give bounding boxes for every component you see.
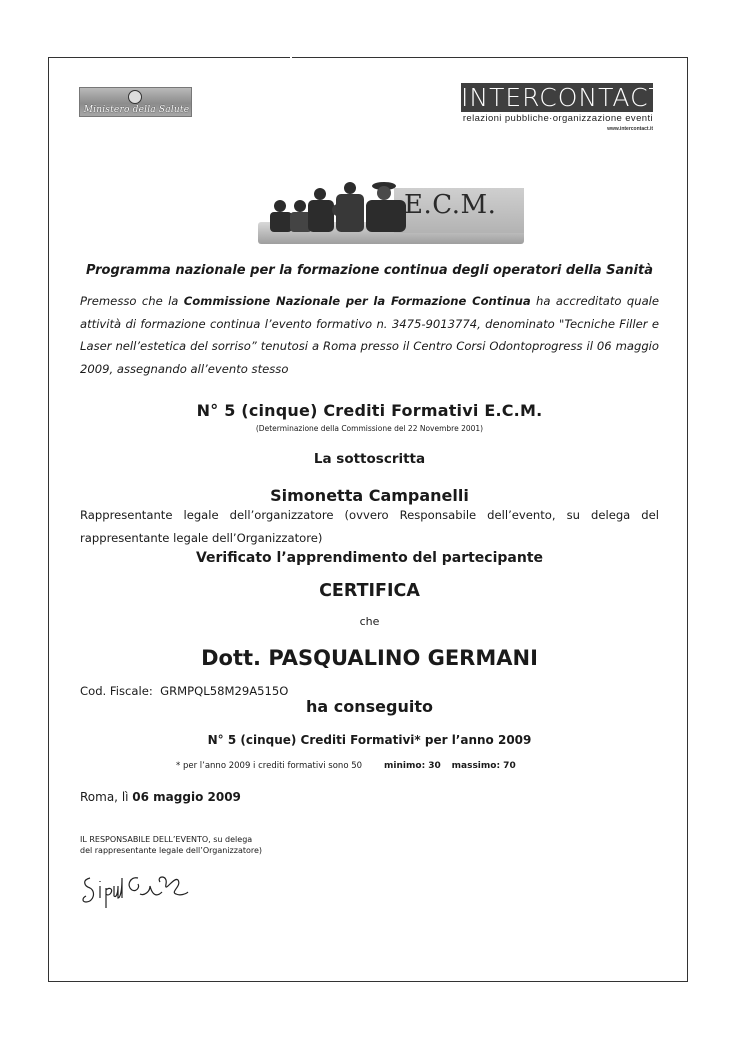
tax-code xyxy=(80,684,288,698)
border-gap xyxy=(290,53,292,61)
responsible-line-2: del rappresentante legale dell’Organizzatore) xyxy=(80,845,263,855)
signatory-role: Rappresentante legale dell’organizzatore (ovvero Responsabile dell’evento, su delega del rappresentante legale dell’Organizzatore) xyxy=(80,508,659,545)
tax-code-label: Cod. Fiscale: xyxy=(80,684,153,698)
certifies-heading: CERTIFICA xyxy=(319,581,420,601)
credits-min: minimo: 30 xyxy=(384,761,441,771)
intercontact-logo: INTERCONTACT xyxy=(461,83,665,112)
intro-part2: ha accreditato quale attività di formazione continua l’evento formativo n. 3475-9013774, denominato "Tecniche Filler e Laser nell’estetica del sorriso” tenutosi a Roma presso il Centro Corsi Odontoprogress il 06 maggio 2009, assegnando all’evento stesso xyxy=(80,294,660,376)
place: Roma, lì xyxy=(80,790,133,804)
ecm-banner-text: E.C.M. xyxy=(404,190,497,220)
commission-name: Commissione Nazionale per la Formazione Continua xyxy=(183,294,531,308)
intercontact-url: www.intercontact.it xyxy=(607,126,653,132)
intro-part1: Premesso che la xyxy=(80,294,184,308)
intercontact-tagline: relazioni pubbliche·organizzazione eventi xyxy=(462,113,653,124)
undersigned-label: La sottoscritta xyxy=(313,451,426,467)
signatory-name: Simonetta Campanelli xyxy=(270,486,469,505)
people-painting-image xyxy=(266,180,416,234)
achieved-label: ha conseguito xyxy=(306,697,433,716)
date: 06 maggio 2009 xyxy=(132,790,241,804)
place-date xyxy=(80,790,241,804)
intro-paragraph xyxy=(80,290,659,380)
responsible-line-1: IL RESPONSABILE DELL’EVENTO, su delega xyxy=(80,835,253,844)
verified-label: Verificato l’apprendimento del partecipante xyxy=(195,550,544,566)
credits-title: N° 5 (cinque) Crediti Formativi E.C.M. xyxy=(196,401,543,420)
credits-year: N° 5 (cinque) Crediti Formativi* per l’anno 2009 xyxy=(207,733,532,747)
ministry-logo xyxy=(79,87,192,117)
ecm-banner xyxy=(258,176,524,244)
credits-note xyxy=(176,761,516,771)
that-label: che xyxy=(359,615,380,628)
tax-code-value: GRMPQL58M29A515O xyxy=(160,684,289,698)
credits-note-text: * per l’anno 2009 i crediti formativi sono 50 xyxy=(176,761,363,771)
program-title: Programma nazionale per la formazione continua degli operatori della Sanità xyxy=(85,263,654,278)
ministry-logo-text: Ministero della Salute xyxy=(83,105,190,115)
responsible-label xyxy=(80,835,262,856)
credits-max: massimo: 70 xyxy=(451,761,516,771)
determination-note: (Determinazione della Commissione del 22 Novembre 2001) xyxy=(255,424,484,433)
participant-name: Dott. PASQUALINO GERMANI xyxy=(201,646,538,670)
italian-emblem-icon xyxy=(128,90,142,104)
handwritten-signature xyxy=(80,872,190,910)
